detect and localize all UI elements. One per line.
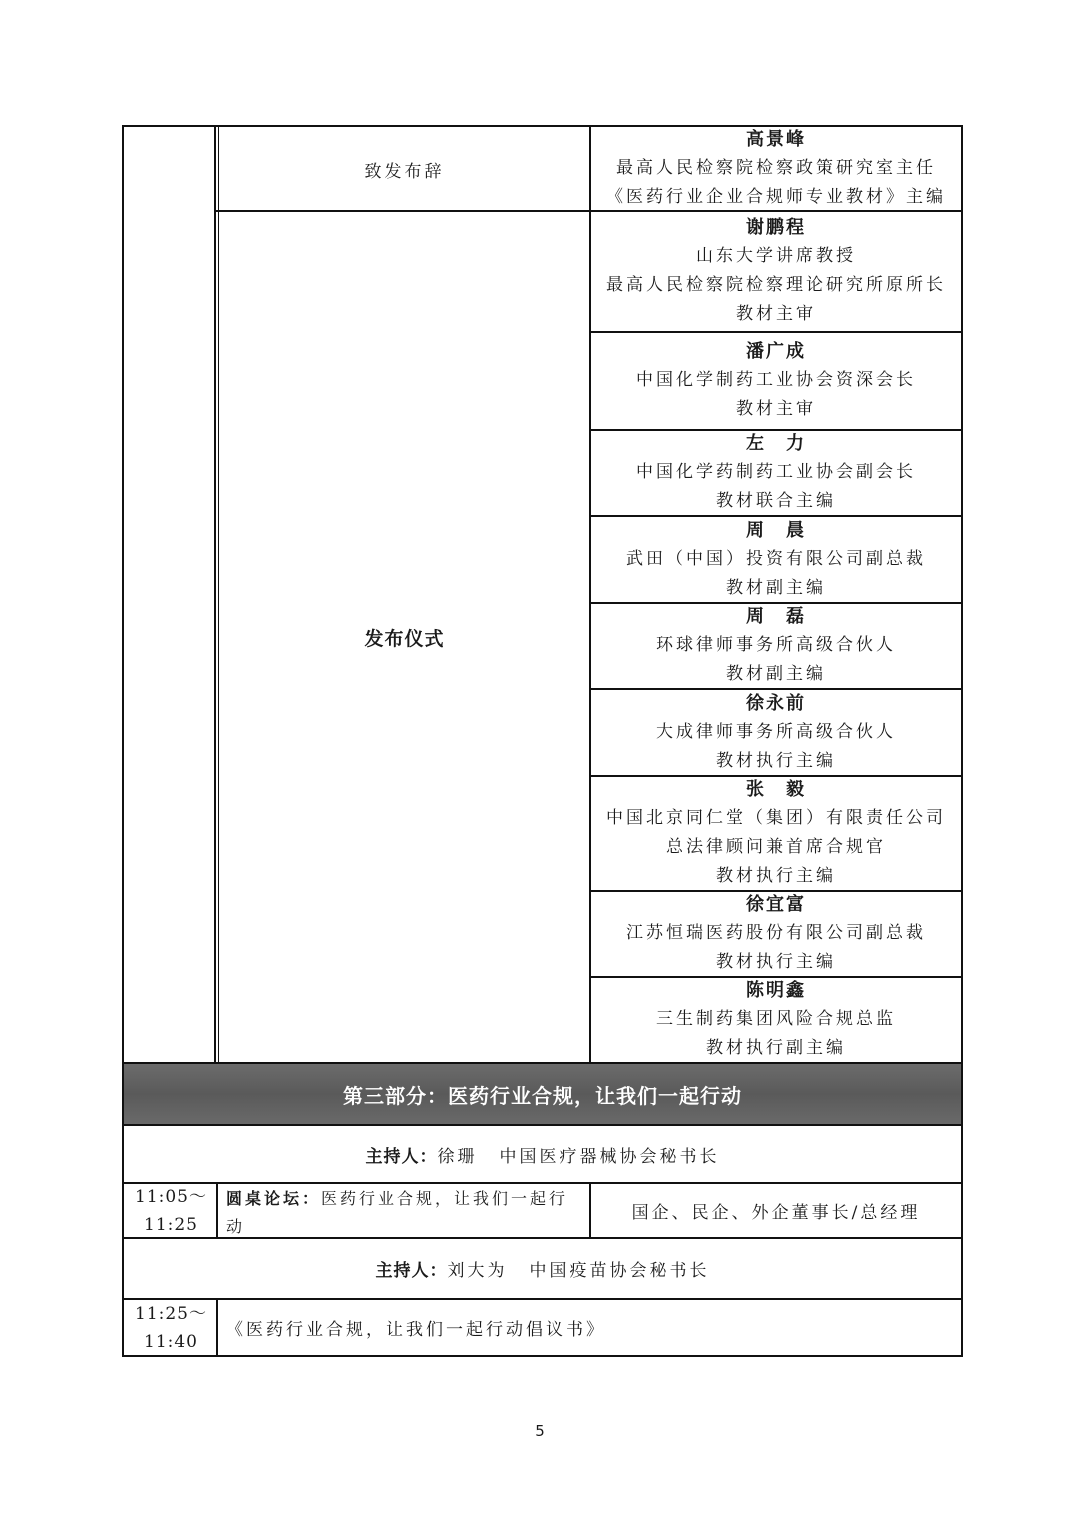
proposal-title: 《医药行业合规，让我们一起行动倡议书》 <box>226 1320 606 1340</box>
host-name: 徐珊 <box>437 1146 478 1167</box>
person-name: 张 毅 <box>746 779 806 800</box>
person-title-line: 江苏恒瑞医药股份有限公司副总裁 <box>626 923 926 943</box>
forum-topic: 医药行业合规，让我们一起行动 <box>226 1189 569 1236</box>
table-border <box>214 125 216 1063</box>
person-title-line: 中国化学药制药工业协会副会长 <box>636 462 916 482</box>
host-row <box>123 1125 962 1183</box>
person-name: 谢鹏程 <box>746 217 806 238</box>
person-title-line: 教材执行主编 <box>716 866 836 886</box>
table-border <box>216 210 963 212</box>
host-row <box>123 1238 962 1299</box>
person-title-line: 教材主审 <box>736 399 816 419</box>
host-org: 中国疫苗协会秘书长 <box>529 1261 710 1281</box>
forum-label: 圆桌论坛： <box>226 1189 322 1208</box>
section-banner <box>123 1063 962 1125</box>
ceremony-person-cell <box>590 516 962 603</box>
person-title-line: 《医药行业企业合规师专业教材》主编 <box>606 187 946 207</box>
person-name: 周 磊 <box>746 606 806 627</box>
person-name: 高景峰 <box>746 129 806 150</box>
person-title-line: 教材副主编 <box>726 577 826 598</box>
person-title-line: 教材主审 <box>736 304 816 324</box>
person-name: 徐宜富 <box>746 894 806 915</box>
table-border <box>590 976 963 978</box>
table-border <box>590 331 963 333</box>
table-border <box>122 125 124 1357</box>
person-title-line: 教材联合主编 <box>716 491 836 511</box>
person-title-line: 总法律顾问兼首席合规官 <box>666 837 886 857</box>
forum-title-cell <box>226 1185 586 1237</box>
host-org: 中国医疗器械协会秘书长 <box>499 1146 720 1167</box>
person-title-line: 山东大学讲席教授 <box>696 246 856 266</box>
section-title: 第三部分：医药行业合规，让我们一起行动 <box>343 1083 742 1108</box>
table-border <box>122 1237 963 1239</box>
proposal-title-cell <box>226 1299 956 1356</box>
table-border <box>218 125 219 1063</box>
table-border <box>122 125 963 127</box>
table-border <box>590 688 963 690</box>
host-label: 主持人： <box>375 1261 448 1281</box>
ceremony-event-label: 发布仪式 <box>364 627 445 650</box>
person-title-line: 中国化学制药工业协会资深会长 <box>636 370 916 390</box>
table-border <box>216 1299 218 1356</box>
host-label: 主持人： <box>365 1146 438 1167</box>
host-line <box>366 1142 720 1167</box>
time-start: 11:25～ <box>135 1303 207 1324</box>
person-title-line: 三生制药集团风险合规总监 <box>656 1009 896 1029</box>
person-title-line: 教材执行副主编 <box>706 1038 846 1058</box>
person-title-line: 大成律师事务所高级合伙人 <box>656 721 896 742</box>
table-border <box>122 1062 963 1064</box>
forum-title <box>226 1185 586 1241</box>
person-title-line: 武田（中国）投资有限公司副总裁 <box>626 548 926 569</box>
speech-person-cell <box>590 127 962 211</box>
person-title-line: 中国北京同仁堂（集团）有限责任公司 <box>606 808 946 828</box>
time-end: 11:25 <box>144 1214 198 1235</box>
table-border <box>590 775 963 777</box>
ceremony-person-cell <box>590 332 962 430</box>
person-title-line: 最高人民检察院检察理论研究所原所长 <box>606 275 946 295</box>
person-name: 周 晨 <box>746 519 806 541</box>
ceremony-person-cell <box>590 891 962 977</box>
table-border <box>590 515 963 517</box>
speech-event-label: 致发布辞 <box>364 161 445 182</box>
table-border <box>122 1124 963 1126</box>
table-border <box>122 1355 963 1357</box>
person-title-line: 教材副主编 <box>726 664 826 684</box>
table-border <box>122 1298 963 1300</box>
speech-event-cell <box>219 127 590 211</box>
ceremony-person-cell <box>590 430 962 516</box>
table-border <box>590 890 963 892</box>
table-border <box>589 125 591 1063</box>
table-border <box>589 1183 591 1238</box>
ceremony-person-cell <box>590 776 962 891</box>
ceremony-person-cell <box>590 211 962 332</box>
host-name: 刘大为 <box>447 1261 508 1281</box>
time-end: 11:40 <box>144 1331 198 1352</box>
page-number: 5 <box>535 1422 545 1440</box>
table-border <box>961 125 963 1357</box>
person-name: 徐永前 <box>746 692 806 714</box>
ceremony-person-cell <box>590 977 962 1063</box>
forum-participants-cell <box>590 1183 962 1238</box>
table-border <box>590 602 963 604</box>
person-name: 陈明鑫 <box>746 980 806 1001</box>
host-line <box>376 1256 710 1281</box>
person-name: 潘广成 <box>746 341 806 362</box>
person-name: 左 力 <box>746 433 806 454</box>
ceremony-event-cell <box>219 211 590 1063</box>
table-border <box>216 1183 218 1238</box>
forum-participants: 国企、民企、外企董事长/总经理 <box>631 1203 921 1223</box>
time-start: 11:05～ <box>135 1186 207 1207</box>
forum-time-cell <box>123 1183 219 1238</box>
person-title-line: 最高人民检察院检察政策研究室主任 <box>616 158 936 178</box>
table-border <box>590 429 963 431</box>
proposal-time-cell <box>123 1299 219 1356</box>
ceremony-person-cell <box>590 689 962 776</box>
table-border <box>122 1182 963 1184</box>
person-title-line: 教材执行主编 <box>716 750 836 771</box>
ceremony-person-cell <box>590 603 962 689</box>
person-title-line: 环球律师事务所高级合伙人 <box>656 635 896 655</box>
person-title-line: 教材执行主编 <box>716 952 836 972</box>
